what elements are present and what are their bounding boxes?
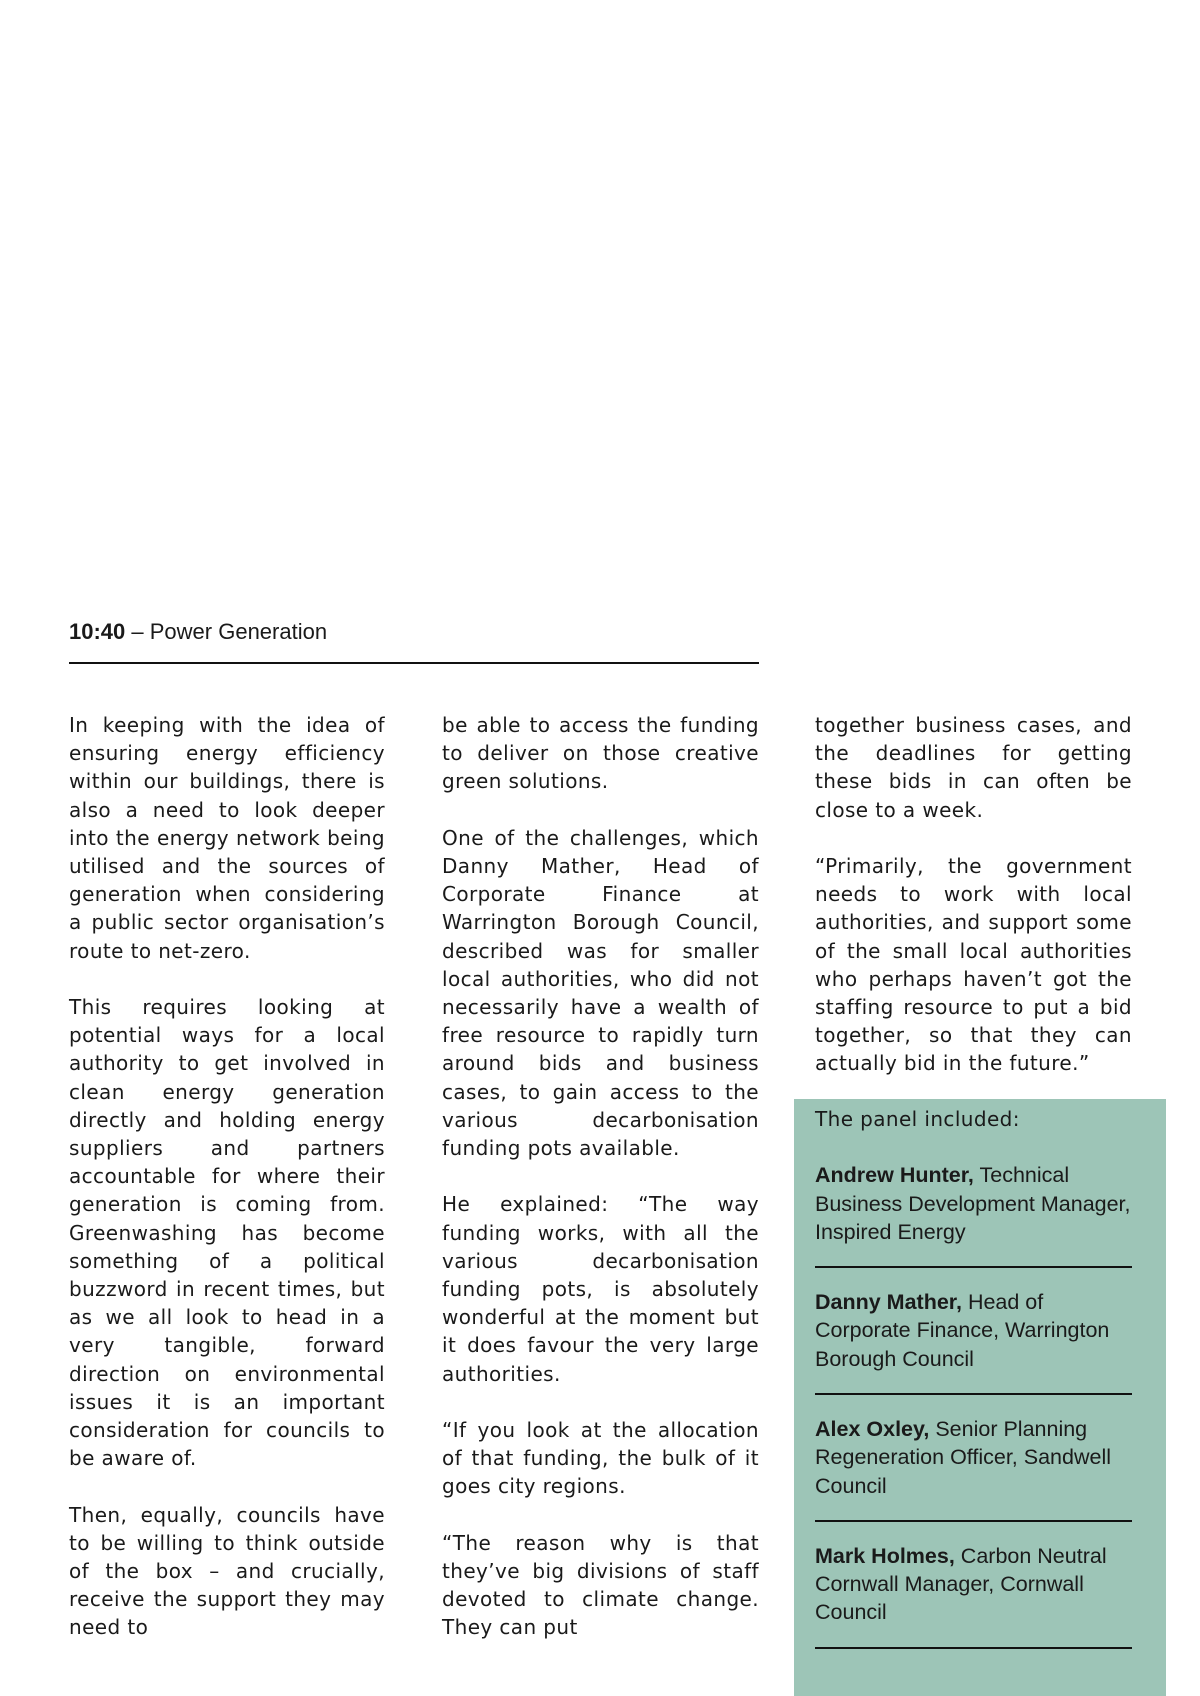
paragraph: Then, equally, councils have to be willing to think outside of the box – and crucially, receive the support they may need to bbox=[69, 1502, 385, 1640]
paragraph: This requires looking at potential ways for a local authority to get involved in clean energy generation directly and holding energy suppliers and partners accountable for where their generation is coming from. Greenwashing has become something of a political buzzword in recent times, but as we all look to head in a very tangible, forward direction on environmental issues it is an important consideration for councils to be aware of. bbox=[69, 995, 385, 1471]
member-name: Mark Holmes, bbox=[815, 1543, 955, 1568]
article-column-3 bbox=[815, 711, 1132, 1106]
panel-member bbox=[815, 1415, 1132, 1522]
heading-separator: – bbox=[125, 619, 150, 644]
session-title: Power Generation bbox=[149, 619, 328, 644]
paragraph: together business cases, and the deadlines for getting these bids in can often be close to a week. bbox=[815, 713, 1132, 822]
panel-intro: The panel included: bbox=[815, 1107, 1020, 1131]
session-heading bbox=[69, 614, 759, 650]
paragraph: “The reason why is that they’ve big divisions of staff devoted to climate change. They can put bbox=[442, 1530, 759, 1640]
article-column-2 bbox=[442, 711, 759, 1670]
member-role: Technical Business Development Manager, Inspired Energy bbox=[815, 1163, 1131, 1244]
session-time: 10:40 bbox=[69, 619, 126, 644]
member-name: Danny Mather, bbox=[815, 1290, 962, 1315]
panel-member bbox=[815, 1161, 1132, 1268]
heading-rule bbox=[69, 662, 759, 664]
paragraph: In keeping with the idea of ensuring energy efficiency within our buildings, there is also a need to look deeper into the energy network being utilised and the sources of generation when considering a public sector organisation’s route to net-zero. bbox=[69, 713, 385, 963]
paragraph: “Primarily, the government needs to work with local authorities, and support some of the small local authorities who perhaps haven’t got the staffing resource to put a bid together, so that they can actually bid in the future.” bbox=[815, 854, 1132, 1076]
member-role: Head of Corporate Finance, Warrington Borough Council bbox=[815, 1290, 1110, 1371]
paragraph: One of the challenges, which Danny Mather, Head of Corporate Finance at Warrington Borough Council, described was for smaller local authorities, who did not necessarily have a wealth of free resource to rapidly turn around bids and business cases, to gain access to the various decarbonisation funding pots available. bbox=[442, 825, 759, 1161]
member-name: Alex Oxley, bbox=[815, 1416, 930, 1441]
paragraph: “If you look at the allocation of that funding, the bulk of it goes city regions. bbox=[442, 1418, 759, 1499]
panel-member bbox=[815, 1542, 1132, 1649]
panel-member bbox=[815, 1288, 1132, 1395]
article-column-1 bbox=[69, 711, 385, 1670]
member-name: Andrew Hunter, bbox=[815, 1163, 974, 1188]
member-role: Carbon Neutral Cornwall Manager, Cornwall Council bbox=[815, 1543, 1107, 1625]
paragraph: He explained: “The way funding works, with all the various decarbonisation funding pots, is absolutely wonderful at the moment but it does favour the very large authorities. bbox=[442, 1192, 759, 1386]
panel-sidebar bbox=[794, 1099, 1166, 1696]
member-role: Senior Planning Regeneration Officer, Sandwell Council bbox=[815, 1416, 1112, 1498]
paragraph: be able to access the funding to deliver on those creative green solutions. bbox=[442, 713, 759, 794]
